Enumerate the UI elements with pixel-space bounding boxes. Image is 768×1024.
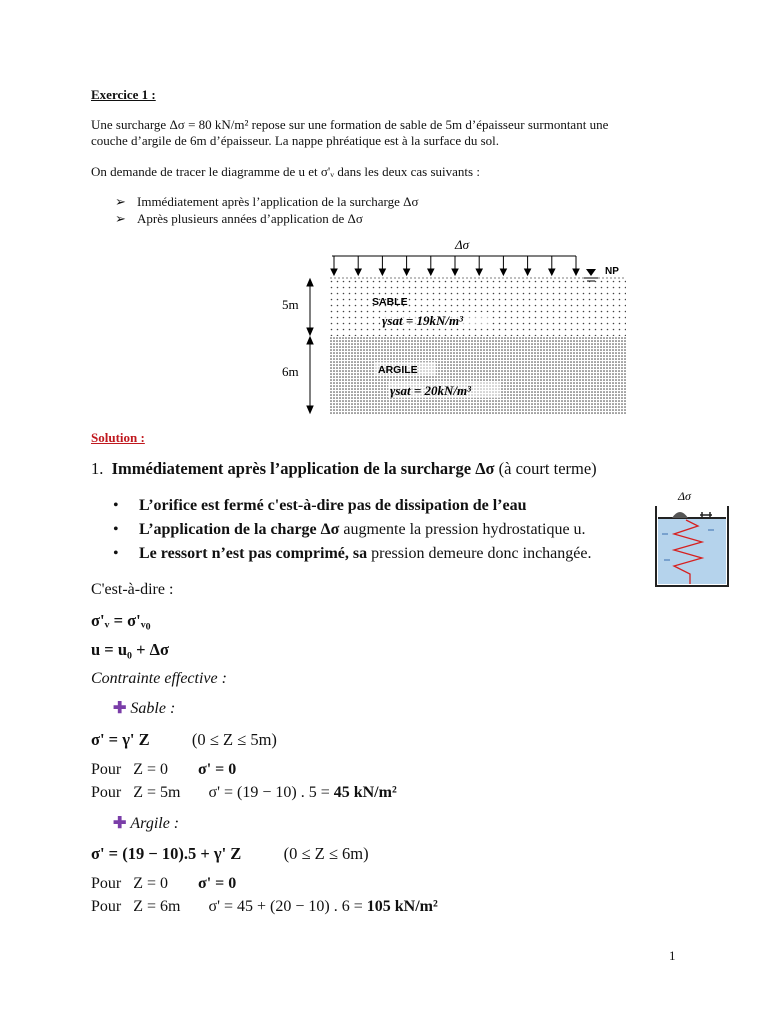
solution-point-3: • Le ressort n’est pas comprimé, sa pression demeure donc inchangée. [113,545,592,562]
solution-title: Solution : [91,430,145,445]
load-arrow-head [549,269,555,275]
load-weight [672,512,688,518]
load-label: Δσ [454,237,470,252]
load-arrow-head [573,269,579,275]
exercise-question: On demande de tracer le diagramme de u et σ'ᵥ dans les deux cas suivants : [91,164,480,179]
np-label: NP [605,266,619,277]
dimension-lines [307,279,313,413]
load-arrow-head [331,269,337,275]
argile-z6-line: Pour Z = 6m σ' = 45 + (20 − 10) . 6 = 105 kN/m² [91,898,438,915]
cross-bullet-icon: ✚ [113,700,127,717]
sable-z0-line: Pour Z = 0 σ' = 0 [91,761,237,778]
exercise-title: Exercice 1 : [91,87,156,102]
load-arrow-head [428,269,434,275]
contrainte-effective-heading: Contrainte effective : [91,670,227,687]
spring-piston-diagram [650,488,730,588]
load-arrow-head [452,269,458,275]
load-arrow-head [379,269,385,275]
cross-bullet-icon: ✚ [113,815,127,832]
argile-heading: ✚ Argile : [113,815,180,832]
load-arrows [331,256,579,275]
clay-label: ARGILE [378,364,418,376]
sand-unit-weight: γsat = 19kN/m³ [382,313,463,328]
clay-unit-weight: γsat = 20kN/m³ [390,383,471,398]
sand-label: SABLE [372,296,408,308]
sable-heading: ✚ Sable : [113,700,176,717]
load-arrow-head [525,269,531,275]
cest-a-dire: C'est-à-dire : [91,581,174,598]
load-arrow-head [355,269,361,275]
argile-z0-line: Pour Z = 0 σ' = 0 [91,875,237,892]
load-arrow-head [476,269,482,275]
soil-profile-diagram [270,232,640,422]
page-number: 1 [669,948,676,963]
exercise-paragraph-line2: couche d’argile de 6m d’épaisseur. La nappe phréatique est à la surface du sol. [91,133,500,148]
inset-load-label: Δσ [678,489,691,503]
arrow-bullet-icon: ➢ [115,194,126,209]
load-arrow-head [404,269,410,275]
load-arrow-head [500,269,506,275]
equation-u: u = u₀ + Δσ [91,640,169,659]
equation-sigma-v: σ'ᵥ = σ'ᵥ₀ [91,611,151,630]
sand-thickness-label: 5m [282,297,299,312]
argile-equation: σ' = (19 − 10).5 + γ' Z (0 ≤ Z ≤ 6m) [91,844,369,863]
solution-point-2: • L’application de la charge Δσ augmente la pression hydrostatique u. [113,521,586,538]
exercise-bullet-2: ➢ Après plusieurs années d’application de Δσ [115,211,363,226]
exercise-bullet-1: ➢ Immédiatement après l’application de la surcharge Δσ [115,194,419,209]
solution-heading: 1. Immédiatement après l’application de la surcharge Δσ (à court terme) [91,459,597,478]
solution-point-1: • L’orifice est fermé c'est-à-dire pas de dissipation de l’eau [113,497,527,514]
sable-equation: σ' = γ' Z (0 ≤ Z ≤ 5m) [91,730,277,749]
arrow-bullet-icon: ➢ [115,211,126,226]
exercise-paragraph-line1: Une surcharge Δσ = 80 kN/m² repose sur une formation de sable de 5m d’épaisseur surmontant une [91,117,609,132]
sable-z5-line: Pour Z = 5m σ' = (19 − 10) . 5 = 45 kN/m² [91,784,397,801]
clay-thickness-label: 6m [282,364,299,379]
